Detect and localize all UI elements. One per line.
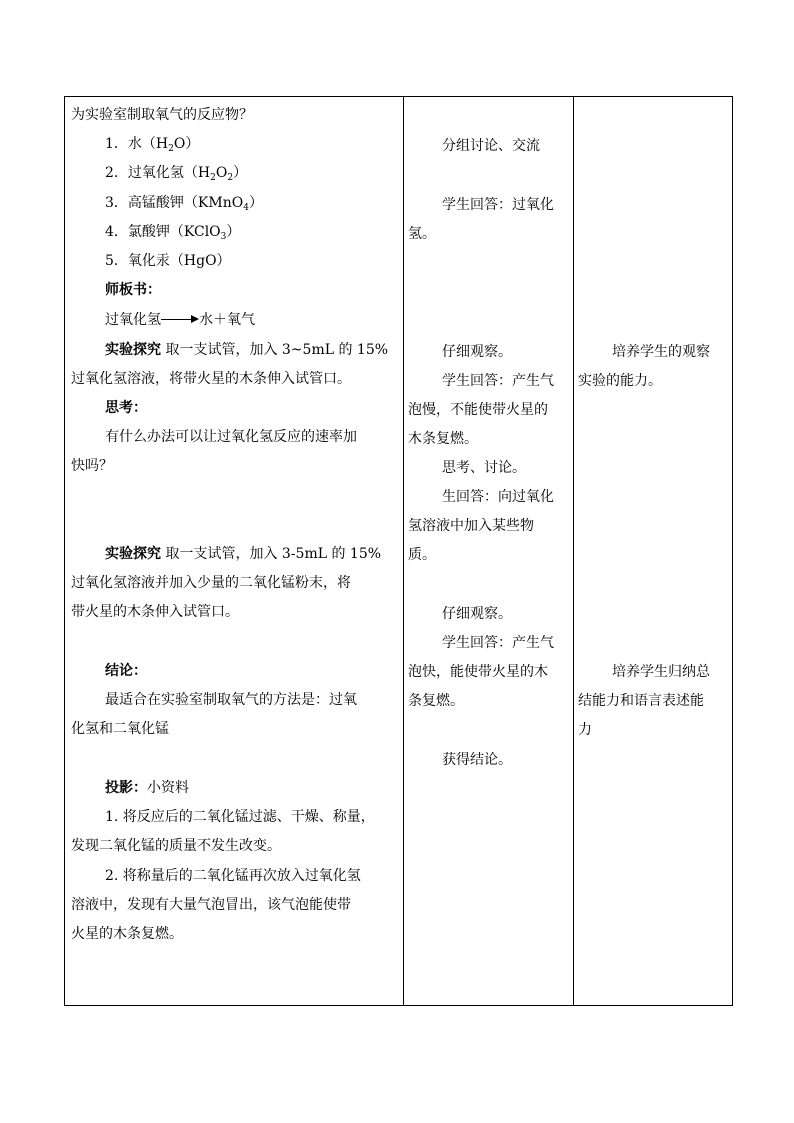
teacher-activity-column <box>65 97 403 1005</box>
info-item-1: 1. 将反应后的二氧化锰过滤、干燥、称量， <box>105 809 375 825</box>
think-label: 思考： <box>105 400 147 416</box>
student-activity: 质。 <box>408 547 436 563</box>
design-intent: 培养学生归纳总 <box>612 664 710 680</box>
student-activity: 学生回答：过氧化 <box>442 197 554 213</box>
student-activity: 学生回答：产生气 <box>442 373 554 389</box>
experiment-1-line: 实验探究 取一支试管，加入 3~5mL 的 15% <box>105 342 389 358</box>
student-activity: 氢溶液中加入某些物 <box>408 518 534 534</box>
student-activity: 获得结论。 <box>442 752 512 768</box>
student-activity-column <box>404 97 573 1005</box>
option-hydrogen-peroxide: 2．过氧化氢$(H_2O_2)$ <box>105 165 248 183</box>
student-activity: 氢。 <box>408 226 436 242</box>
info-item-1: 发现二氧化锰的质量不发生改变。 <box>71 838 281 854</box>
design-intent: 培养学生的观察 <box>612 344 710 360</box>
info-item-2: 火星的木条复燃。 <box>71 926 183 942</box>
conclusion-label: 结论： <box>105 663 147 679</box>
projection-label: 投影：小资料 <box>105 780 189 796</box>
student-activity: 仔细观察。 <box>442 344 512 360</box>
student-activity: 泡快，能使带火星的木 <box>408 664 548 680</box>
student-activity: 条复燃。 <box>408 693 464 709</box>
lesson-table <box>64 96 733 1006</box>
question-line: 为实验室制取氧气的反应物？ <box>71 107 253 123</box>
reaction-arrow-icon <box>161 310 199 330</box>
board-label: 师板书： <box>105 282 161 298</box>
think-question: 快吗？ <box>71 458 113 474</box>
experiment-2-line: 实验探究 取一支试管，加入 3-5mL 的 15% <box>105 546 382 562</box>
reaction-equation: 过氧化氢 水＋氧气 <box>105 312 255 328</box>
option-potassium-permanganate: 3．高锰酸钾（KMnO$_4$） <box>105 195 263 213</box>
experiment-2-line: 带火星的木条伸入试管口。 <box>71 604 239 620</box>
student-activity: 泡慢，不能使带火星的 <box>408 402 548 418</box>
design-intent-column <box>574 97 732 1005</box>
design-intent: 力 <box>578 722 592 738</box>
conclusion-text: 化氢和二氧化锰 <box>71 721 169 737</box>
experiment-1-line: 过氧化氢溶液，将带火星的木条伸入试管口。 <box>71 371 351 387</box>
student-activity: 分组讨论、交流 <box>442 138 540 154</box>
option-potassium-chlorate: 4．氯酸钾（KClO$_3$） <box>105 224 241 242</box>
info-item-2: 2. 将称量后的二氧化锰再次放入过氧化氢 <box>105 868 361 884</box>
conclusion-text: 最适合在实验室制取氧气的方法是：过氧 <box>105 692 357 708</box>
student-activity: 学生回答：产生气 <box>442 635 554 651</box>
student-activity: 木条复燃。 <box>408 431 478 447</box>
design-intent: 实验的能力。 <box>578 373 662 389</box>
design-intent: 结能力和语言表述能 <box>578 693 704 709</box>
think-question: 有什么办法可以让过氧化氢反应的速率加 <box>105 429 357 445</box>
student-activity: 思考、讨论。 <box>442 460 526 476</box>
student-activity: 仔细观察。 <box>442 606 512 622</box>
option-water: 1．水$(H_2O)$ <box>105 136 200 154</box>
info-item-2: 溶液中，发现有大量气泡冒出，该气泡能使带 <box>71 897 351 913</box>
experiment-2-line: 过氧化氢溶液并加入少量的二氧化锰粉末，将 <box>71 575 351 591</box>
option-mercury-oxide: 5．氧化汞（HgO） <box>105 253 231 269</box>
student-activity: 生回答：向过氧化 <box>442 489 554 505</box>
